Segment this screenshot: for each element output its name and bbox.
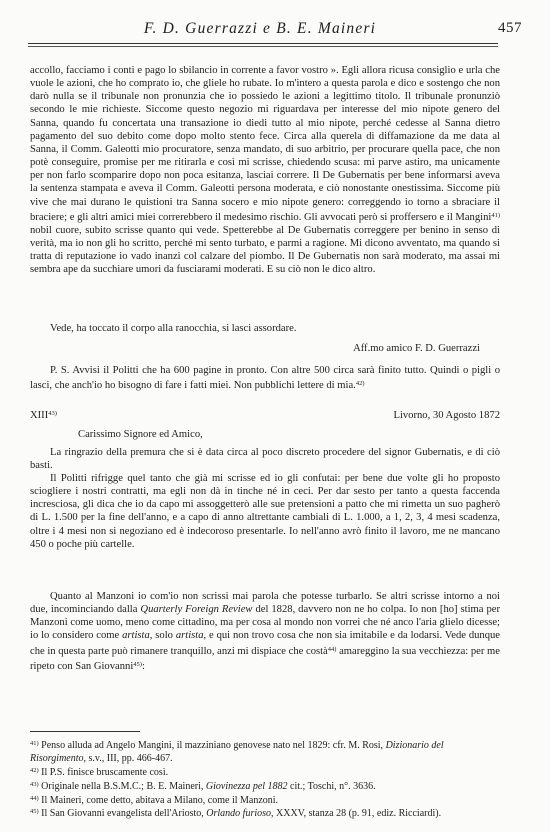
p3-italic-title: Quarterly Foreign Review [140, 604, 253, 616]
footnote-italic: Orlando furioso [206, 808, 272, 819]
footnote-text: Il San Giovanni evangelista dell'Ariosto, [41, 808, 207, 819]
footnote-text-cont: cit.; Toschi, n°. 3636. [287, 781, 376, 792]
p3-text-f: : [141, 660, 145, 672]
header-rule-thin [28, 46, 498, 47]
letter-number [30, 410, 57, 421]
footnote [30, 779, 500, 794]
footnote-italic: Giovinezza pel 1882 [205, 781, 288, 792]
letter-closing-line: Vede, ha toccato il corpo alla ranocchia, si lasci assordare. [50, 323, 297, 334]
p3-text-c: , solo [149, 630, 176, 642]
footnote-mark: 42) [30, 767, 39, 774]
letter-heading [30, 410, 500, 424]
running-header [30, 18, 522, 40]
p3-text-d: , e qui non trovo cosa che non sia imitabile e da lodarsi. Vede dunque che in questa parte può rimanere tranquillo, anzi mi dispiace che costà [30, 630, 501, 657]
footnote-ref: 43) [48, 410, 57, 417]
p3-text-e: amareggino la sua vecchiezza: per me ripeto con San Giovanni [30, 645, 501, 672]
p3-italic-word-2: artista [175, 630, 204, 642]
signature: Aff.mo amico F. D. Guerrazzi [353, 343, 480, 354]
salutation: Carissimo Signore ed Amico, [78, 429, 203, 440]
letter-place-date: Livorno, 30 Agosto 1872 [393, 410, 500, 421]
footnote-mark: 41) [30, 740, 39, 747]
paragraph-text: accollo, facciamo i conti e pago lo sbilancio in corrente a favor vostro ». Egli allora ricusa consiglio e urla che vuole le azioni, che ho comprato io, che gliele ho rubate. Io m'intero a questa parola e dico e sostengo che non darò nulla se il tribunale non pronunzia che io possiedo le azioni a legittimo titolo. Il tribunale pronunziò secondo le mie richieste. Siccome questo negozio mi riguardava per interesse del mio nipote genero del Sanna, quando fu concertata una transazione io diedi tutto al mio nipote, perché cedesse al Sanna dietro pagamento del suo debito come dopo molto stento fece. Circa alla querela di diffamazione da me data al Sanna, il Comm. Galeotti mio procuratore, senza mandato, di suo arbitrio, per procurare quella pace, che non potè conseguire, promise per me ritirarla e così mi scrisse, chiedendo scusa: mi parve astiro, ma unicamente per non farlo scomparire dopo non poca esitanza, lasciai correre. Il De Gubernatis per bene informarsi aveva la sentenza stampata e aveva il Comm. Galeotti persona moderata, e ciò nonostante onestissima. Siccome più vive che mai durano le quistioni tra Sanna socero e mio nipote genero: correggendo io torno a sbraciare il braciere; e gli altri amici miei correrebbero il medesimo rischio. Gli avvocati però si proffersero e il Mangini [30, 65, 500, 223]
footnote [30, 806, 500, 821]
footnote [30, 738, 500, 765]
footnote-text: Il Maineri, come detto, abitava a Milano, come il Manzoni. [41, 795, 279, 806]
letter-paragraph-2: Il Politti rifrigge quel tanto che già mi scrisse ed io gli confutai: per bene due volte gli ho proposto sciogliere i nostri contratti, ma egli non dà in tinche né in ceci. Per dar sesto per tanto a questa faccenda incresciosa, gli dica che io da capo mi assoggetterò alle sue pretensioni a patto che mi rimetta un suo pagherò di L. 1.500 per la fine dell'anno, e a capo di anno altrettante cambiali di L. 1.000, a 1, 2, 3, 4 mesi scadenza, oltre i 4 mesi non si negoziano ed è indecoroso presentarle. Io nell'anno avrò finito il lavoro, me ne mancano 450 o poche più cartelle. [30, 473, 500, 550]
p3-text-a: Quanto al Manzoni io com'io non scrissi mai parola che potesse turbarlo. Se altri scrisse intorno a noi due, incominciando dalla [30, 591, 500, 616]
letter-body-paragraph [30, 64, 500, 277]
footnote-text-cont: , s.v., III, pp. 466-467. [83, 752, 173, 764]
footnote-ref: 45) [133, 660, 142, 668]
footnote-mark: 45) [30, 808, 39, 815]
footnote [30, 765, 500, 780]
footnote-text: Penso alluda ad Angelo Mangini, il mazziniano genovese nato nel 1829: cfr. M. Rosi, [41, 740, 386, 751]
letter-number-text: XIII [30, 410, 49, 421]
postscript-body: P. S. Avvisi il Politti che ha 600 pagine in pronto. Con altre 500 circa sarà finito tutto. Quindi o pigli o lasci, che anch'io ho bisogno di fare i fatti miei. Non pubblichi lettere di mia. [30, 365, 500, 392]
footnote-mark: 44) [30, 795, 39, 802]
footnote-text: Il P.S. finisce bruscamente così. [41, 767, 169, 778]
footnote-text: Originale nella B.S.M.C.; B. E. Maineri, [41, 781, 206, 792]
p3-text-b: del 1828, davvero non ne ho colpa. Io non [ho] stima per Manzoni come uomo, meno come cittadino, ma per cosa al mondo non vorrei che né anco l'aria glielo dicesse; io lo considero come [30, 604, 500, 642]
paragraph-text-cont: nobil cuore, subito scrisse quanto qui vede. Spetterebbe al De Gubernatis correggere per benino in senso di verità, ma io non gli ho scritto, perché mi sento turbato, e parmi a ragione. Mi dicono avventato, ma quando si tratta di reputazione io vado inanzi col calzare del piombo. Il De Gubernatis non sarà moderato, ma assai mi sembra ape da succhiare umori da fusciarami moderati. E su ciò non le dico altro. [30, 224, 500, 276]
footnote-ref: 44) [327, 645, 337, 653]
letter-paragraph-3 [30, 590, 500, 673]
footnote-text-cont: , XXXV, stanza 28 (p. 91, ediz. Ricciardi). [271, 808, 442, 819]
header-rule [28, 43, 498, 44]
footnote-rule [30, 731, 140, 732]
letter-paragraph-1: La ringrazio della premura che si è data circa al poco discreto procedere del signor Gubernatis, e di ciò basti. [30, 447, 500, 472]
p3-italic-word: artista [122, 630, 150, 642]
footnote-ref: 41) [491, 211, 500, 219]
postscript-text [30, 364, 500, 392]
page-number: 457 [498, 20, 522, 36]
footnote-mark: 43) [30, 781, 39, 788]
footnote-italic: Dizionario del Risorgimento [30, 740, 444, 764]
running-title: F. D. Guerrazzi e B. E. Maineri [143, 20, 377, 37]
footnote-ref: 42) [355, 380, 365, 388]
